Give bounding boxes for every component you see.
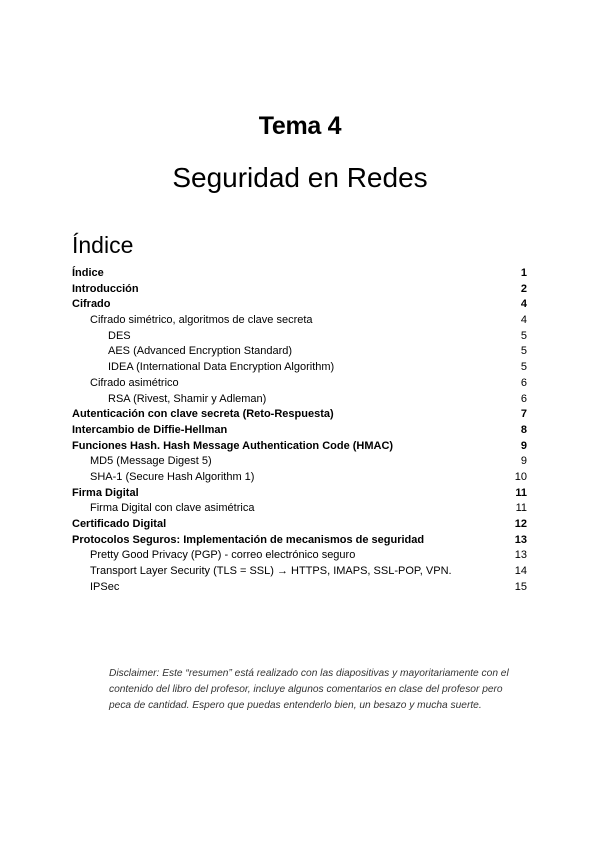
- toc-entry-page: 13: [514, 533, 527, 546]
- toc-entry-page: 7: [520, 408, 527, 421]
- toc-entry-page: 8: [520, 423, 527, 436]
- toc-entry-title: DES: [108, 329, 131, 342]
- toc-entry-page: 5: [520, 361, 527, 374]
- toc-entry-title: IDEA (International Data Encryption Algorithm): [108, 361, 335, 374]
- toc-entry-title: MD5 (Message Digest 5): [90, 455, 212, 468]
- toc-entry[interactable]: [72, 439, 527, 455]
- toc-entry[interactable]: [72, 282, 527, 298]
- toc-entry-title: Intercambio de Diffie-Hellman: [72, 423, 228, 436]
- document-title: Tema 4: [258, 112, 342, 140]
- toc-entry-page: 5: [520, 345, 527, 358]
- toc-entry[interactable]: [72, 407, 527, 423]
- table-of-contents: [72, 266, 527, 595]
- toc-entry[interactable]: [72, 486, 527, 502]
- toc-entry-page: 2: [520, 282, 527, 295]
- toc-entry-title: Cifrado simétrico, algoritmos de clave secreta: [90, 314, 313, 327]
- toc-entry-title: Firma Digital con clave asimétrica: [90, 502, 255, 515]
- toc-entry[interactable]: [72, 329, 527, 345]
- toc-entry-page: 13: [514, 549, 527, 562]
- toc-entry-title: Protocolos Seguros: Implementación de mecanismos de seguridad: [72, 533, 425, 546]
- toc-entry[interactable]: [72, 423, 527, 439]
- toc-entry[interactable]: [72, 297, 527, 313]
- toc-entry-page: 6: [520, 376, 527, 389]
- toc-entry[interactable]: [72, 580, 527, 596]
- toc-entry-title: Autenticación con clave secreta (Reto-Respuesta): [72, 408, 334, 421]
- toc-entry-title: Cifrado: [72, 298, 111, 311]
- toc-entry-title: Introducción: [72, 282, 139, 295]
- toc-entry-title: Funciones Hash. Hash Message Authentication Code (HMAC): [72, 439, 394, 452]
- toc-entry-page: 15: [514, 580, 527, 593]
- toc-entry[interactable]: [72, 360, 527, 376]
- document-subtitle: Seguridad en Redes: [172, 162, 428, 193]
- toc-entry-title: AES (Advanced Encryption Standard): [108, 345, 293, 358]
- toc-entry-title: SHA-1 (Secure Hash Algorithm 1): [90, 470, 255, 483]
- disclaimer: Disclaimer: Este “resumen” está realizado con las diapositivas y mayoritariamente con el contenido del libro del profesor, incluye algunos comentarios en clase del profesor pero peca de cantidad. Espero que puedas entenderlo bien, un besazo y mucha suerte.: [109, 668, 509, 711]
- toc-entry-title: Transport Layer Security (TLS = SSL) → HTTPS, IMAPS, SSL-POP, VPN.: [90, 565, 452, 578]
- toc-entry-page: 4: [520, 298, 527, 311]
- toc-entry-page: 4: [520, 314, 527, 327]
- toc-entry-page: 11: [515, 502, 527, 515]
- toc-entry-title: Cifrado asimétrico: [90, 376, 179, 389]
- toc-entry-page: 5: [520, 329, 527, 342]
- toc-entry[interactable]: [72, 533, 527, 549]
- toc-entry-title: RSA (Rivest, Shamir y Adleman): [108, 392, 267, 405]
- toc-entry-title: Certificado Digital: [72, 518, 167, 530]
- toc-entry-page: 6: [520, 392, 527, 405]
- toc-entry[interactable]: [72, 501, 527, 517]
- toc-entry-title: Pretty Good Privacy (PGP) - correo electrónico seguro: [90, 549, 356, 562]
- toc-entry[interactable]: [72, 517, 527, 533]
- toc-entry[interactable]: [72, 470, 527, 486]
- toc-entry-page: 9: [520, 439, 527, 452]
- toc-entry-title: Firma Digital: [72, 486, 139, 499]
- index-heading: Índice: [72, 232, 134, 258]
- toc-entry[interactable]: [72, 313, 527, 329]
- toc-entry[interactable]: [72, 548, 527, 564]
- toc-entry[interactable]: [72, 344, 527, 360]
- toc-entry-title: Índice: [72, 267, 104, 279]
- toc-entry[interactable]: [72, 564, 527, 580]
- toc-entry-page: 12: [514, 518, 527, 530]
- toc-entry[interactable]: [72, 392, 527, 408]
- toc-entry-page: 10: [514, 470, 527, 483]
- toc-entry[interactable]: [72, 266, 527, 282]
- toc-entry-page: 1: [520, 267, 527, 279]
- toc-entry-page: 9: [520, 455, 527, 468]
- toc-entry[interactable]: [72, 454, 527, 470]
- toc-entry[interactable]: [72, 376, 527, 392]
- toc-entry-page: 11: [515, 486, 527, 499]
- toc-entry-title: IPSec: [90, 580, 120, 593]
- toc-entry-page: 14: [514, 565, 527, 578]
